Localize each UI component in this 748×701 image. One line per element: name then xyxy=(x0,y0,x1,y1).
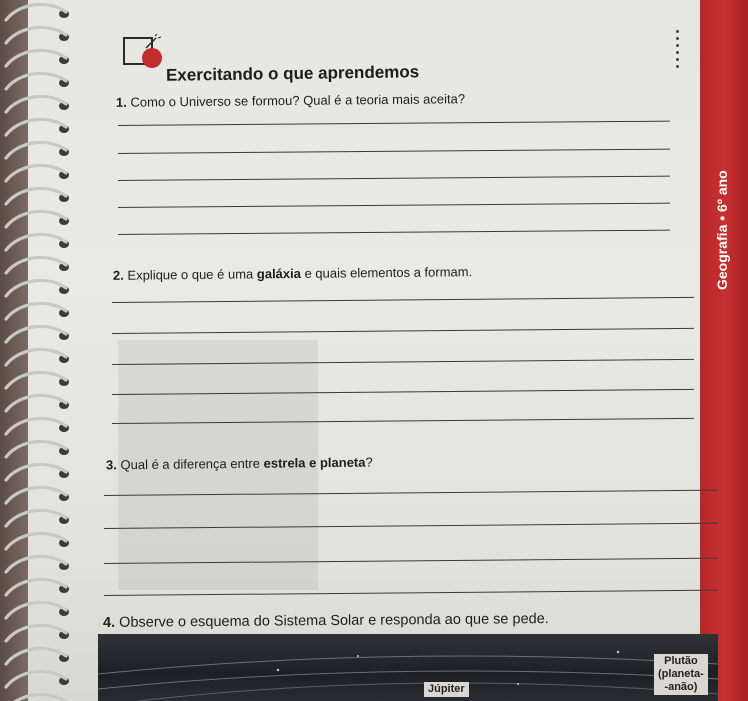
section-title: Exercitando o que aprendemos xyxy=(165,62,420,85)
notebook-icon xyxy=(122,34,164,70)
subject-side-tab xyxy=(700,0,748,701)
question-3-text-end: ? xyxy=(365,454,373,470)
spiral-ring xyxy=(6,694,66,701)
spiral-ring xyxy=(6,119,66,135)
question-2-emphasis: galáxia xyxy=(256,265,302,282)
spiral-ring xyxy=(6,372,66,388)
subject-label-text: Geografia • 6º ano xyxy=(714,170,730,290)
jupiter-label: Júpiter xyxy=(424,682,469,697)
spiral-ring xyxy=(6,142,66,158)
spiral-ring xyxy=(6,257,66,273)
spiral-ring xyxy=(6,648,66,664)
spiral-ring xyxy=(6,349,66,365)
spiral-ring xyxy=(6,303,66,319)
question-4-number: 4. xyxy=(102,614,116,631)
spiral-binding xyxy=(0,0,80,701)
question-2-text-start: Explique o que é uma xyxy=(127,266,257,283)
spiral-ring xyxy=(6,50,66,66)
spiral-ring xyxy=(6,96,66,112)
question-3-emphasis: estrela e planeta xyxy=(263,454,366,471)
question-3-text-start: Qual é a diferença entre xyxy=(120,455,264,473)
spiral-ring xyxy=(6,533,66,549)
question-3-number: 3. xyxy=(105,457,117,473)
spiral-ring xyxy=(6,4,66,20)
question-1-number: 1. xyxy=(115,94,127,110)
spiral-ring xyxy=(6,556,66,572)
question-4-text: Observe o esquema do Sistema Solar e responda ao que se pede. xyxy=(119,611,549,631)
spiral-ring xyxy=(6,27,66,43)
spiral-ring xyxy=(6,510,66,526)
question-1-text: Como o Universo se formou? Qual é a teoria mais aceita? xyxy=(130,91,466,110)
spiral-ring xyxy=(6,165,66,181)
spiral-ring xyxy=(6,441,66,457)
subject-side-label xyxy=(708,170,740,298)
margin-dots xyxy=(676,30,679,72)
question-2-text-end: e quais elementos a formam. xyxy=(300,264,473,281)
spiral-ring xyxy=(6,326,66,342)
question-2-number: 2. xyxy=(112,267,124,283)
orbit-lines xyxy=(98,634,718,701)
spiral-ring xyxy=(6,602,66,618)
solar-system-diagram xyxy=(98,634,718,701)
spiral-ring xyxy=(6,73,66,89)
spiral-ring xyxy=(6,487,66,503)
spiral-ring xyxy=(6,464,66,480)
spiral-ring xyxy=(6,418,66,434)
spiral-ring xyxy=(6,625,66,641)
spiral-ring xyxy=(6,211,66,227)
pluto-label: Plutão (planeta- -anão) xyxy=(654,654,708,695)
spiral-ring xyxy=(6,280,66,296)
spiral-ring xyxy=(6,579,66,595)
question-3 xyxy=(106,455,373,473)
spiral-ring xyxy=(6,395,66,411)
spiral-ring xyxy=(6,234,66,250)
spiral-ring xyxy=(6,671,66,687)
spiral-ring xyxy=(6,188,66,204)
